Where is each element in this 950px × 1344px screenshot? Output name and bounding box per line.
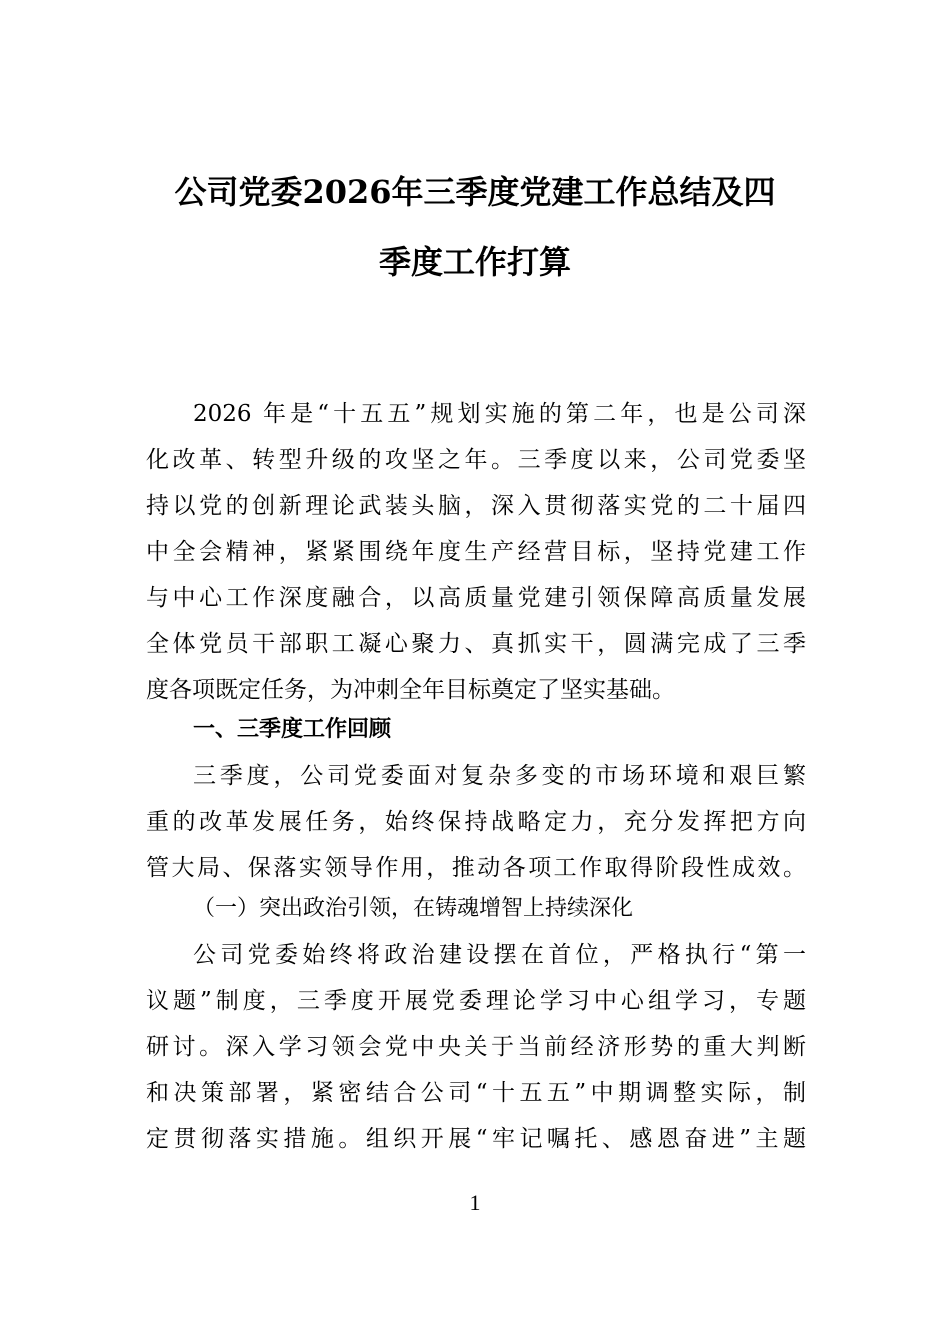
intro-paragraph-line: 中全会精神，紧紧围绕年度生产经营目标，坚持党建工作 bbox=[146, 539, 806, 565]
section2-paragraph-line: 研讨。深入学习领会党中央关于当前经济形势的重大判断 bbox=[146, 1034, 806, 1060]
section2-paragraph-line: 议题”制度，三季度开展党委理论学习中心组学习，专题 bbox=[146, 988, 806, 1014]
intro-paragraph-line: 化改革、转型升级的攻坚之年。三季度以来，公司党委坚 bbox=[146, 447, 806, 473]
intro-paragraph-line: 全体党员干部职工凝心聚力、真抓实干，圆满完成了三季 bbox=[146, 631, 806, 657]
document-title-line-1: 公司党委2026年三季度党建工作总结及四 bbox=[174, 173, 776, 211]
section1-paragraph-line: 重的改革发展任务，始终保持战略定力，充分发挥把方向 bbox=[146, 809, 806, 835]
document-title-line-2: 季度工作打算 bbox=[378, 243, 571, 281]
intro-paragraph-line: 2026 年是“十五五”规划实施的第二年，也是公司深 bbox=[193, 401, 806, 427]
page-number: 1 bbox=[469, 1190, 481, 1215]
intro-paragraph-line: 持以党的创新理论武装头脑，深入贯彻落实党的二十届四 bbox=[146, 493, 806, 519]
section1-paragraph-line: 三季度，公司党委面对复杂多变的市场环境和艰巨繁 bbox=[193, 763, 806, 789]
section2-paragraph-line: 公司党委始终将政治建设摆在首位，严格执行“第一 bbox=[193, 942, 806, 968]
section2-paragraph-line: 定贯彻落实措施。组织开展“牢记嘱托、感恩奋进”主题 bbox=[146, 1126, 806, 1152]
section-heading-2: （一）突出政治引领，在铸魂增智上持续深化 bbox=[193, 896, 634, 921]
section-heading-1: 一、三季度工作回顾 bbox=[193, 717, 392, 742]
intro-paragraph-line: 与中心工作深度融合，以高质量党建引领保障高质量发展 bbox=[146, 585, 806, 611]
intro-paragraph-line: 度各项既定任务，为冲刺全年目标奠定了坚实基础。 bbox=[146, 677, 675, 703]
section2-paragraph-line: 和决策部署，紧密结合公司“十五五”中期调整实际，制 bbox=[146, 1080, 806, 1106]
section1-paragraph-line: 管大局、保落实领导作用，推动各项工作取得阶段性成效。 bbox=[146, 855, 806, 881]
